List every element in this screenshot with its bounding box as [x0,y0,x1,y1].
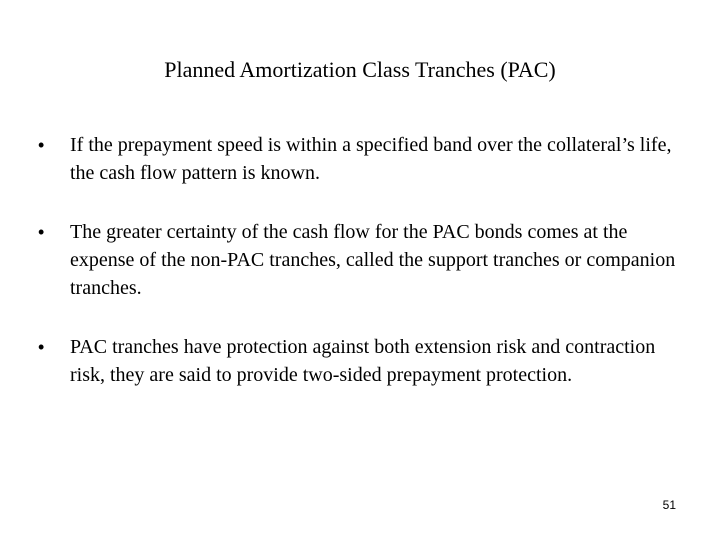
bullet-icon: • [38,222,45,242]
bullet-text: PAC tranches have protection against both extension risk and contraction risk, they are said to provide two-sided prepayment protection. [70,336,656,386]
bullet-icon: • [38,337,45,357]
slide-title: Planned Amortization Class Tranches (PAC) [164,57,556,82]
bullet-icon: • [38,135,45,155]
page-number: 51 [662,498,676,512]
bullet-item-1 [38,131,688,187]
bullet-list [38,131,688,420]
bullet-item-2 [38,218,688,302]
bullet-item-3 [38,333,688,389]
bullet-text: If the prepayment speed is within a specified band over the collateral’s life, the cash flow pattern is known. [70,134,672,184]
bullet-text: The greater certainty of the cash flow for the PAC bonds comes at the expense of the non-PAC tranches, called the support tranches or companion tranches. [70,221,676,299]
